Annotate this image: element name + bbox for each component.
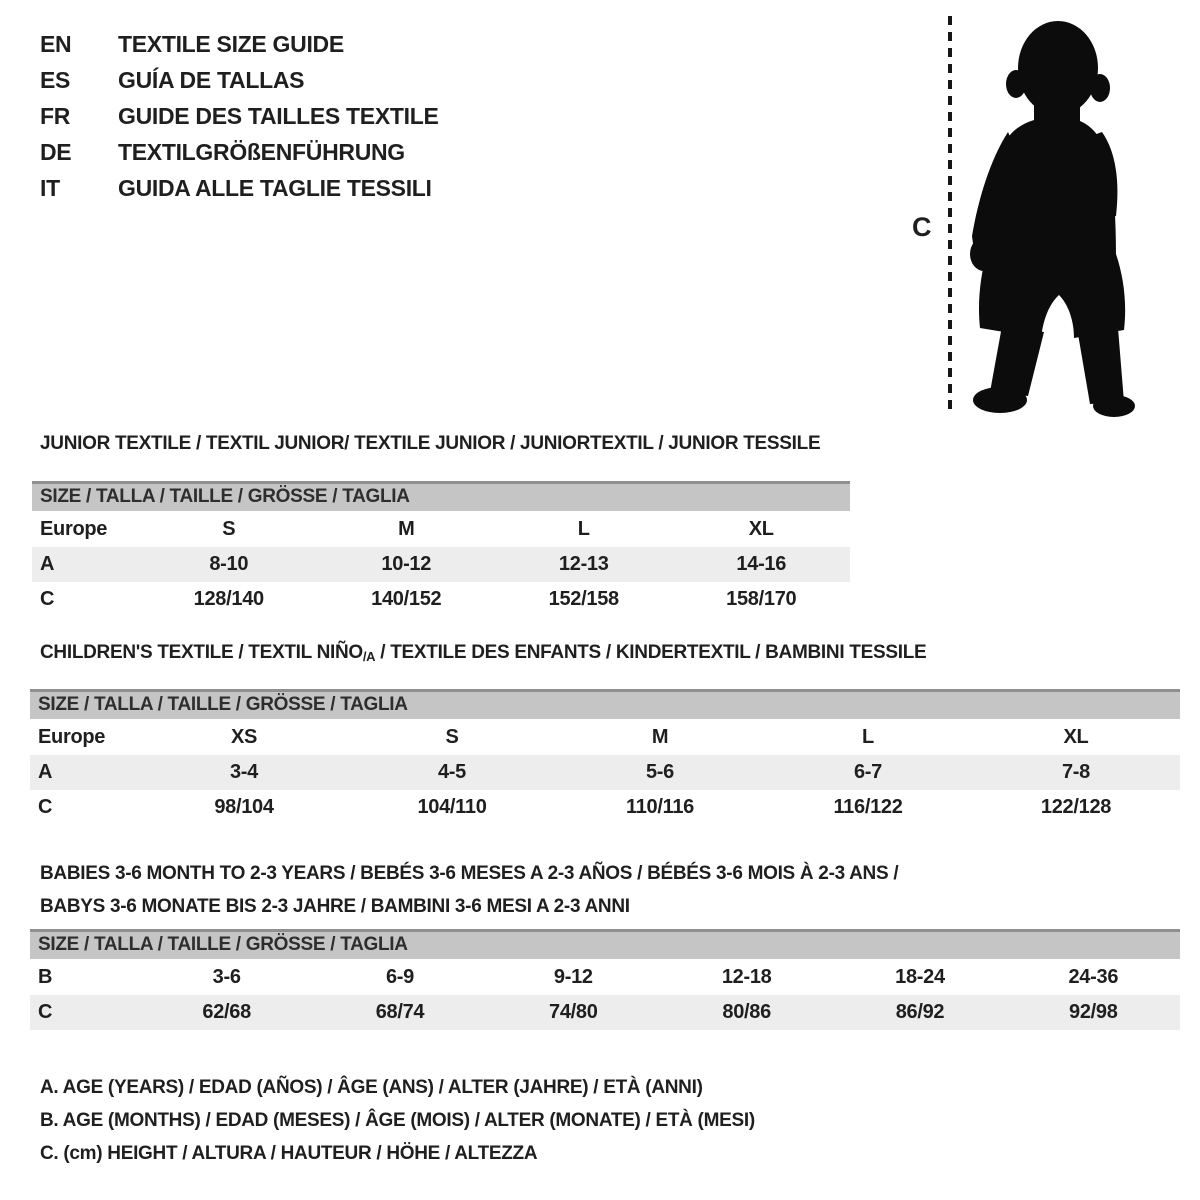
legend-line-a: A. AGE (YEARS) / EDAD (AÑOS) / ÂGE (ANS) / ALTER (JAHRE) / ETÀ (ANNI) [40,1077,703,1098]
size-cell: M [651,726,669,748]
junior-size-table [32,481,850,617]
size-cell: 158/170 [726,588,797,610]
language-label: TEXTILE SIZE GUIDE [118,31,344,57]
language-label: GUIDA ALLE TAGLIE TESSILI [118,175,432,201]
size-cell: 7-8 [972,755,1180,790]
language-label: TEXTILGRÖßENFÜHRUNG [118,139,405,165]
table-header: SIZE / TALLA / TAILLE / GRÖSSE / TAGLIA [30,689,1180,719]
row-label: C [30,995,140,1030]
babies-size-table [30,929,1180,1030]
size-cell: XL [1063,726,1089,748]
junior-section-title: JUNIOR TEXTILE / TEXTIL JUNIOR/ TEXTILE JUNIOR / JUNIORTEXTIL / JUNIOR TESSILE [40,433,821,454]
children-section-title [40,642,926,664]
size-cell: 116/122 [833,796,903,818]
language-list [40,26,439,206]
size-cell: 12-13 [495,547,673,582]
legend-line-c: C. (cm) HEIGHT / ALTURA / HAUTEUR / HÖHE / ALTEZZA [40,1143,538,1164]
size-cell: 152/158 [548,588,619,610]
size-cell: 80/86 [660,995,833,1030]
size-cell: 6-7 [764,755,972,790]
baby-silhouette [964,14,1140,422]
size-cell: 6-9 [385,966,414,988]
language-code: EN [40,31,72,57]
size-cell: L [577,518,590,540]
children-title-pre: CHILDREN'S TEXTILE / TEXTIL NIÑO [40,642,363,663]
size-cell: 5-6 [556,755,764,790]
row-label: B [38,966,53,988]
size-cell: 74/80 [487,995,660,1030]
language-row-fr [40,98,439,134]
children-title-post: / TEXTILE DES ENFANTS / KINDERTEXTIL / BAMBINI TESSILE [375,642,927,663]
size-cell: 140/152 [371,588,442,610]
children-size-table [30,689,1180,825]
size-cell: 3-4 [140,755,348,790]
size-cell: 98/104 [214,796,274,818]
size-cell: 110/116 [626,796,694,818]
babies-title-line1: BABIES 3-6 MONTH TO 2-3 YEARS / BEBÉS 3-6 MESES A 2-3 AÑOS / BÉBÉS 3-6 MOIS À 2-3 ANS / [40,863,899,884]
babies-section-title [40,857,898,923]
size-cell: 10-12 [318,547,496,582]
table-header: SIZE / TALLA / TAILLE / GRÖSSE / TAGLIA [32,481,850,511]
row-label: A [32,547,140,582]
language-code: IT [40,175,60,201]
children-title-subscript: /A [362,649,376,664]
size-cell: 3-6 [212,966,241,988]
size-cell: 12-18 [721,966,772,988]
size-cell: 14-16 [673,547,851,582]
row-label: Europe [40,518,108,540]
language-code: FR [40,103,71,129]
language-code: ES [40,67,71,93]
table-header: SIZE / TALLA / TAILLE / GRÖSSE / TAGLIA [30,929,1180,959]
language-row-de [40,134,439,170]
legend-line-b: B. AGE (MONTHS) / EDAD (MESES) / ÂGE (MOIS) / ALTER (MONATE) / ETÀ (MESI) [40,1110,755,1131]
size-cell: 104/110 [417,796,487,818]
size-cell: XL [748,518,774,540]
measurement-legend [40,1071,755,1170]
size-cell: L [862,726,874,748]
row-label: A [30,755,140,790]
size-cell: 4-5 [348,755,556,790]
language-row-en [40,26,439,62]
size-cell: 24-36 [1068,966,1119,988]
language-row-es [40,62,439,98]
size-cell: M [398,518,415,540]
size-cell: 62/68 [140,995,313,1030]
size-cell: S [222,518,236,540]
height-measure-dashed-line [948,16,952,416]
size-cell: 122/128 [1040,796,1112,818]
language-row-it [40,170,439,206]
size-cell: 18-24 [895,966,945,988]
size-cell: 128/140 [193,588,264,610]
size-cell: XS [230,726,258,748]
measure-c-label: C [912,212,931,242]
row-label: C [40,588,55,610]
row-label: C [38,796,53,818]
babies-title-line2: BABYS 3-6 MONATE BIS 2-3 JAHRE / BAMBINI 3-6 MESI A 2-3 ANNI [40,896,630,917]
size-cell: 9-12 [553,966,593,988]
size-cell: 92/98 [1007,995,1180,1030]
size-cell: 86/92 [833,995,1006,1030]
language-code: DE [40,139,72,165]
language-label: GUIDE DES TAILLES TEXTILE [118,103,439,129]
size-cell: S [445,726,459,748]
row-label: Europe [38,726,106,748]
language-label: GUÍA DE TALLAS [118,67,305,93]
size-cell: 8-10 [140,547,318,582]
size-cell: 68/74 [313,995,486,1030]
